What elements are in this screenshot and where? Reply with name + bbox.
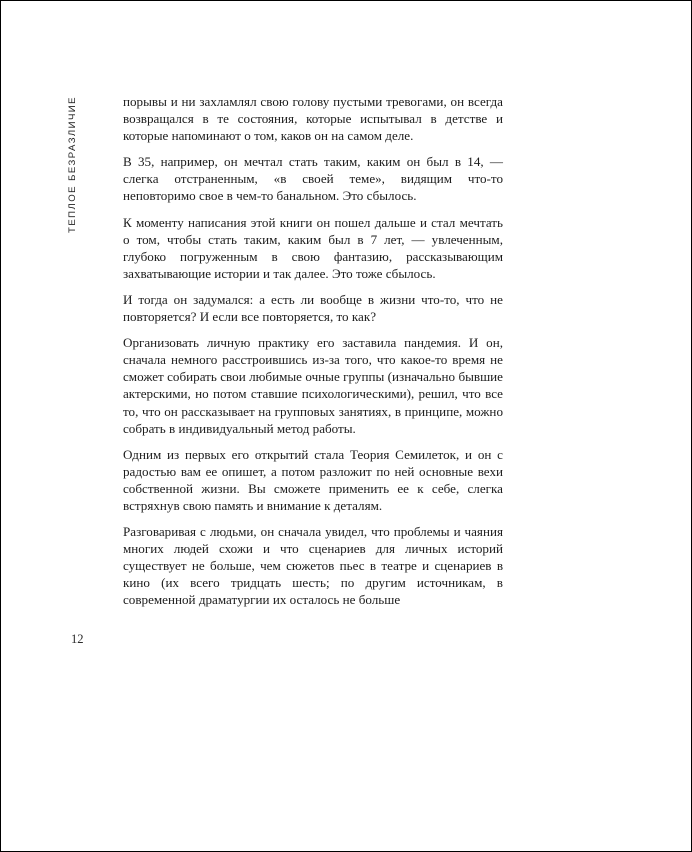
page-number: 12 [71, 632, 84, 646]
body-paragraph: порывы и ни захламлял свою голову пустыми тревогами, он всегда возвращался в те состояния, которые испытывал в детстве и которые напоминают о том, каков он на самом деле. [123, 94, 503, 144]
running-head-label: ТЕПЛОЕ БЕЗРАЗЛИЧИЕ [67, 96, 79, 233]
body-paragraph: В 35, например, он мечтал стать таким, каким он был в 14, — слегка отстраненным, «в своей теме», видящим что-то неповторимо свое в чем-то банальном. Это сбылось. [123, 154, 503, 204]
body-text-column [123, 93, 503, 609]
body-paragraph: К моменту написания этой книги он пошел дальше и стал мечтать о том, чтобы стать таким, каким был в 7 лет, — увлеченным, глубоко погруженным в свою фантазию, рассказывающим захватывающие истории и так далее. Это тоже сбылось. [123, 214, 503, 281]
body-paragraph: И тогда он задумался: а есть ли вообще в жизни что-то, что не повторяется? И если все повторяется, то как? [123, 291, 503, 325]
body-paragraph: Одним из первых его открытий стала Теория Семилеток, и он с радостью вам ее опишет, а потом разложит по ней основные вехи собственной жизни. Вы сможете применить ее к себе, слегка встряхнув свою память и внимание к деталям. [123, 446, 503, 513]
body-paragraph: Организовать личную практику его заставила пандемия. И он, сначала немного расстроившись из-за того, что какое-то время не сможет собирать свои любимые очные группы (изначально бывшие актерскими, но потом ставшие психологическими), решил, что все то, что он рассказывает на групповых занятиях, в принципе, можно собрать в индивидуальный метод работы. [123, 335, 503, 436]
running-head [64, 96, 82, 286]
body-paragraph: Разговаривая с людьми, он сначала увидел, что проблемы и чаяния многих людей схожи и что сценариев для личных историй существует не больше, чем сюжетов пьес в театре и сценариев в кино (их всего тридцать шесть; по другим источникам, в современной драматургии их осталось не больше [123, 524, 503, 608]
